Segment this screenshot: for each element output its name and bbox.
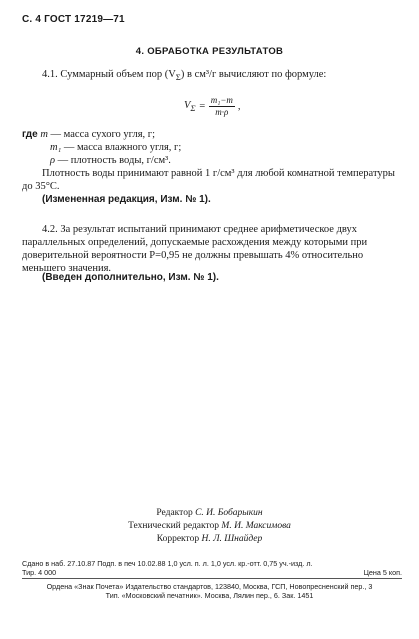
imprint-circulation: Тир. 4 000 — [22, 568, 57, 577]
publisher-line-1: Ордена «Знак Почета» Издательство стандартов, 123840, Москва, ГСП, Новопресненский пер., 3 — [46, 582, 373, 591]
formula-denominator: m·ρ — [215, 107, 229, 117]
formula-eq: = — [198, 101, 206, 112]
imprint-line-1: Сдано в наб. 27.10.87 Подп. в печ 10.02.88 1,0 усл. п. л. 1,0 усл. кр.-отт. 0,75 уч.-изд. л. — [22, 559, 313, 568]
def-m: — масса сухого угля, г; — [47, 129, 155, 140]
formula-lhs-sub: Σ — [190, 103, 196, 114]
paragraph-4-1-rest: ) в см³/г вычисляют по формуле: — [180, 69, 327, 80]
paragraph-density: Плотность воды принимают равной 1 г/см³ для любой комнатной температуры до 35°С. — [22, 168, 395, 192]
formula — [184, 95, 241, 118]
corrector-name: Н. Л. Шнайдер — [201, 534, 263, 544]
imprint-price: Цена 5 коп. — [363, 568, 402, 577]
definition-row — [22, 154, 402, 167]
formula-end: , — [237, 101, 241, 112]
formula-numerator: m₁−m — [210, 95, 233, 105]
variable-definitions — [22, 128, 402, 167]
editor-label: Редактор — [156, 508, 193, 518]
page-header: С. 4 ГОСТ 17219—71 — [22, 14, 125, 25]
divider — [22, 578, 402, 579]
amendment-note-2: (Введен дополнительно, Изм. № 1). — [42, 272, 219, 283]
paragraph-4-1 — [22, 68, 402, 84]
tech-editor-label: Технический редактор — [128, 521, 220, 531]
paragraph-4-1-text: 4.1. Суммарный объем пор (V — [42, 69, 176, 80]
section-title: 4. ОБРАБОТКА РЕЗУЛЬТАТОВ — [135, 46, 284, 57]
var-m1: m₁ — [50, 142, 62, 153]
publisher-line-2: Тип. «Московский печатник». Москва, Лялин пер., 6. Зак. 1451 — [105, 591, 314, 600]
imprint-block — [22, 559, 402, 577]
formula-fraction — [209, 95, 235, 118]
definition-row — [22, 141, 402, 154]
tech-editor-name: М. И. Максимова — [221, 521, 291, 531]
corrector-label: Корректор — [156, 534, 200, 544]
formula-lhs: V — [184, 99, 191, 111]
paragraph-4-1-sub: Σ — [175, 72, 181, 83]
paragraph-4-2: 4.2. За результат испытаний принимают среднее арифметическое двух параллельных определений, допускаемые расхождения между которыми при доверительной вероятности Р=0,95 не должны превышать 4% относительно меньшего значения. — [22, 224, 368, 274]
definition-row — [22, 128, 402, 141]
publisher-block — [0, 582, 419, 600]
where-lead: где — [22, 129, 38, 140]
var-rho: ρ — [50, 155, 56, 166]
def-m1: — масса влажного угля, г; — [61, 142, 182, 153]
editors-block — [0, 507, 419, 546]
amendment-note-1: (Измененная редакция, Изм. № 1). — [42, 194, 211, 205]
var-m: m — [40, 129, 48, 140]
def-rho: — плотность воды, г/см³. — [55, 155, 171, 166]
editor-name: С. И. Бобарыкин — [195, 508, 263, 518]
